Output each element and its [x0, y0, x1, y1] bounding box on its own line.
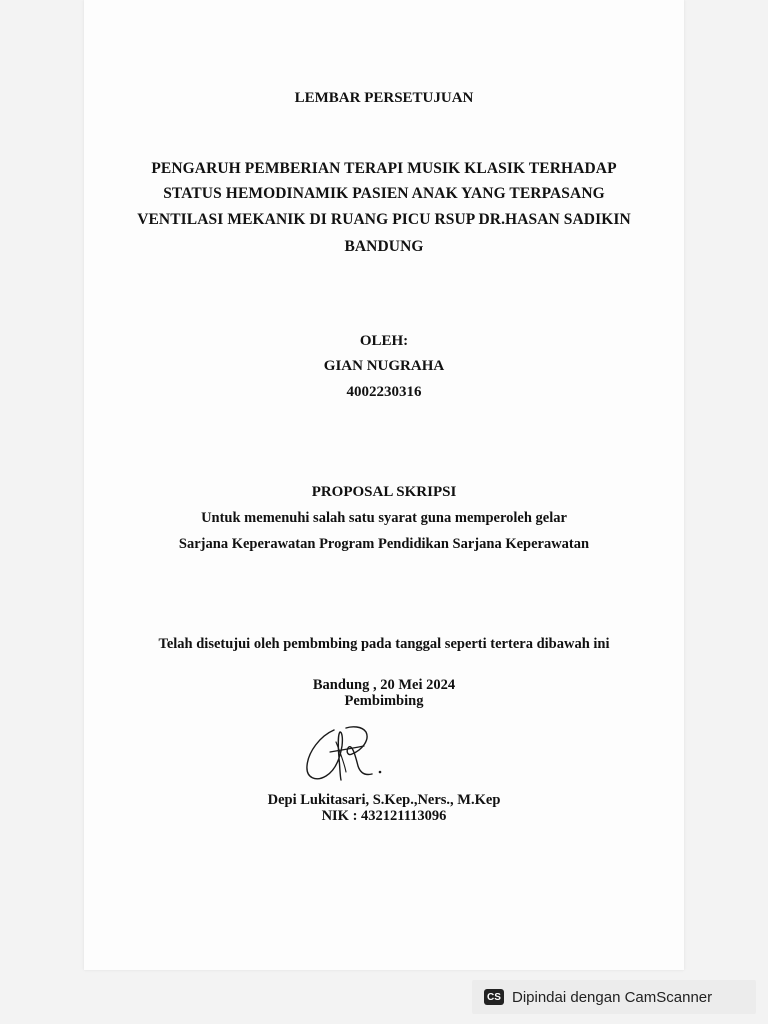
student-id: 4002230316	[346, 384, 422, 400]
document-title: LEMBAR PERSETUJUAN	[294, 90, 474, 106]
thesis-title-line-2: STATUS HEMODINAMIK PASIEN ANAK YANG TERPASANG	[163, 185, 605, 202]
camscanner-watermark	[472, 980, 756, 1014]
approval-statement: Telah disetujui oleh pembmbing pada tanggal seperti tertera dibawah ini	[158, 636, 610, 652]
author-name: GIAN NUGRAHA	[323, 358, 445, 374]
purpose-line-2: Sarjana Keperawatan Program Pendidikan Sarjana Keperawatan	[178, 536, 590, 552]
supervisor-name: Depi Lukitasari, S.Kep.,Ners., M.Kep	[267, 792, 501, 808]
by-label: OLEH:	[359, 333, 409, 349]
thesis-title-line-4: BANDUNG	[344, 238, 424, 255]
supervisor-role: Pembimbing	[344, 693, 424, 709]
handwritten-signature	[300, 722, 390, 788]
supervisor-nik: NIK : 432121113096	[321, 808, 447, 824]
document-type: PROPOSAL SKRIPSI	[311, 484, 457, 500]
purpose-line-1: Untuk memenuhi salah satu syarat guna memperoleh gelar	[201, 510, 567, 526]
place-date: Bandung , 20 Mei 2024	[312, 677, 456, 693]
thesis-title-line-3: VENTILASI MEKANIK DI RUANG PICU RSUP DR.HASAN SADIKIN	[137, 211, 631, 228]
camscanner-text: Dipindai dengan CamScanner	[512, 988, 713, 1006]
camscanner-logo-icon: CS	[484, 989, 504, 1005]
thesis-title-line-1: PENGARUH PEMBERIAN TERAPI MUSIK KLASIK TERHADAP	[151, 160, 617, 177]
